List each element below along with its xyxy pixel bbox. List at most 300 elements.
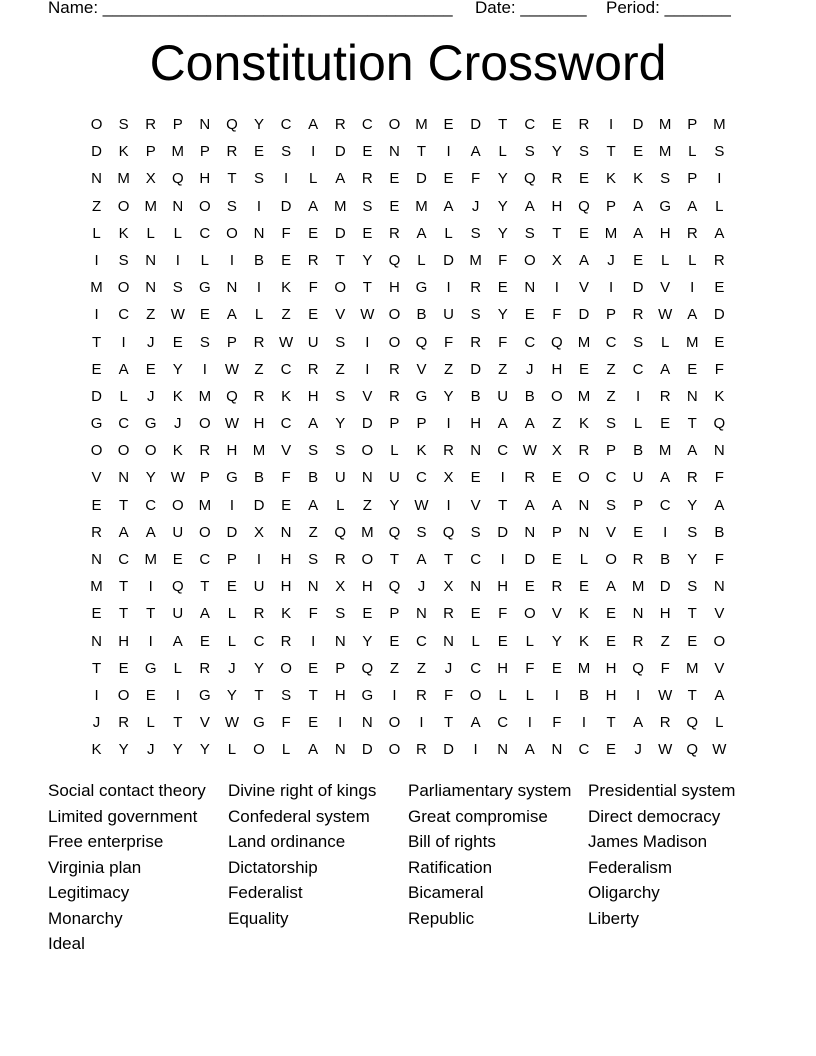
grid-letter[interactable]: D (91, 387, 102, 405)
grid-letter[interactable]: G (361, 686, 374, 704)
grid-letter[interactable]: D (632, 116, 644, 133)
grid-letter[interactable]: O (280, 659, 292, 677)
grid-letter[interactable]: I (256, 279, 262, 297)
grid-letter[interactable]: W (712, 741, 727, 759)
grid-letter[interactable]: P (416, 415, 427, 433)
grid-letter[interactable]: O (199, 523, 211, 541)
grid-letter[interactable]: I (148, 578, 153, 596)
grid-letter[interactable]: M (469, 251, 482, 269)
grid-letter[interactable]: S (416, 523, 427, 541)
grid-letter[interactable]: G (415, 279, 428, 297)
grid-letter[interactable]: E (606, 632, 617, 650)
grid-letter[interactable]: P (606, 442, 617, 460)
grid-letter[interactable]: E (308, 659, 319, 677)
grid-letter[interactable]: B (416, 306, 427, 324)
grid-letter[interactable]: V (199, 714, 210, 732)
grid-letter[interactable]: R (118, 714, 130, 732)
grid-letter[interactable]: S (199, 333, 210, 351)
grid-letter[interactable]: M (415, 116, 428, 133)
grid-letter[interactable]: T (552, 224, 562, 242)
grid-letter[interactable]: E (91, 496, 102, 514)
grid-letter[interactable]: V (578, 279, 589, 297)
grid-letter[interactable]: O (388, 714, 401, 732)
name-field[interactable]: Name: _____________________________________ (48, 0, 453, 17)
grid-letter[interactable]: T (119, 578, 129, 596)
grid-letter[interactable]: L (471, 632, 480, 650)
grid-letter[interactable]: I (717, 170, 722, 188)
grid-letter[interactable]: E (497, 279, 508, 297)
grid-letter[interactable]: K (281, 279, 292, 297)
grid-letter[interactable]: O (144, 442, 157, 460)
grid-letter[interactable]: E (687, 632, 698, 650)
grid-letter[interactable]: H (497, 659, 509, 677)
grid-letter[interactable]: T (227, 170, 237, 188)
grid-letter[interactable]: G (226, 469, 238, 487)
grid-letter[interactable]: C (361, 116, 373, 133)
grid-letter[interactable]: E (254, 143, 265, 161)
grid-letter[interactable]: E (633, 251, 644, 269)
grid-letter[interactable]: L (498, 143, 507, 161)
grid-letter[interactable]: Z (281, 306, 291, 324)
grid-letter[interactable]: O (361, 442, 374, 460)
grid-letter[interactable]: J (146, 387, 155, 405)
grid-letter[interactable]: S (281, 686, 292, 704)
grid-letter[interactable]: C (416, 469, 427, 487)
grid-letter[interactable]: C (659, 496, 671, 514)
grid-letter[interactable]: O (171, 496, 184, 514)
grid-letter[interactable]: F (660, 659, 670, 677)
grid-letter[interactable]: E (687, 360, 698, 378)
grid-letter[interactable]: I (446, 143, 451, 161)
grid-letter[interactable]: I (608, 116, 614, 133)
grid-letter[interactable]: D (361, 741, 373, 759)
grid-letter[interactable]: Z (498, 360, 508, 378)
grid-letter[interactable]: R (334, 116, 346, 133)
grid-letter[interactable]: I (311, 632, 316, 650)
grid-letter[interactable]: D (659, 578, 671, 596)
grid-letter[interactable]: C (118, 415, 130, 433)
grid-letter[interactable]: R (551, 170, 563, 188)
grid-letter[interactable]: N (388, 143, 400, 161)
grid-letter[interactable]: I (121, 333, 126, 351)
grid-letter[interactable]: O (226, 224, 238, 242)
grid-letter[interactable]: Q (388, 578, 401, 596)
grid-letter[interactable]: F (281, 469, 291, 487)
grid-letter[interactable]: R (91, 523, 102, 541)
grid-letter[interactable]: M (631, 578, 645, 596)
grid-letter[interactable]: A (308, 197, 319, 215)
grid-letter[interactable]: S (660, 170, 671, 188)
grid-letter[interactable]: J (526, 360, 534, 378)
grid-letter[interactable]: B (633, 442, 644, 460)
grid-letter[interactable]: K (172, 442, 183, 460)
grid-letter[interactable]: E (524, 306, 535, 324)
grid-letter[interactable]: L (525, 686, 534, 704)
grid-letter[interactable]: Q (388, 251, 401, 269)
grid-letter[interactable]: O (117, 279, 130, 297)
grid-letter[interactable]: B (254, 251, 265, 269)
grid-letter[interactable]: F (498, 605, 508, 623)
grid-letter[interactable]: X (443, 578, 454, 596)
grid-letter[interactable]: N (145, 279, 157, 297)
grid-letter[interactable]: M (333, 197, 347, 215)
grid-letter[interactable]: G (415, 387, 428, 405)
grid-letter[interactable]: L (579, 551, 589, 568)
grid-letter[interactable]: C (605, 333, 617, 351)
grid-letter[interactable]: O (578, 469, 590, 487)
grid-letter[interactable]: A (443, 197, 454, 215)
grid-letter[interactable]: I (256, 197, 262, 215)
grid-letter[interactable]: L (146, 224, 155, 242)
grid-letter[interactable]: N (686, 387, 698, 405)
grid-letter[interactable]: A (172, 632, 183, 650)
grid-letter[interactable]: R (659, 714, 671, 732)
grid-letter[interactable]: E (578, 360, 589, 378)
grid-letter[interactable]: N (307, 578, 319, 596)
grid-letter[interactable]: A (308, 496, 319, 514)
grid-letter[interactable]: Q (415, 333, 428, 351)
grid-letter[interactable]: A (470, 143, 481, 161)
grid-letter[interactable]: I (663, 523, 668, 541)
grid-letter[interactable]: F (552, 714, 562, 732)
grid-letter[interactable]: E (470, 605, 481, 623)
grid-letter[interactable]: H (307, 387, 319, 405)
grid-letter[interactable]: Q (226, 387, 238, 405)
grid-letter[interactable]: J (471, 197, 480, 215)
grid-letter[interactable]: M (658, 143, 672, 161)
grid-letter[interactable]: K (606, 170, 617, 188)
grid-letter[interactable]: C (524, 116, 536, 133)
grid-letter[interactable]: D (578, 306, 590, 324)
grid-letter[interactable]: Q (578, 197, 590, 215)
grid-letter[interactable]: P (606, 197, 617, 215)
grid-letter[interactable]: N (118, 469, 130, 487)
grid-letter[interactable]: L (336, 496, 345, 514)
grid-letter[interactable]: O (199, 197, 211, 215)
grid-letter[interactable]: I (175, 686, 180, 704)
grid-letter[interactable]: R (361, 170, 373, 188)
grid-letter[interactable]: Y (389, 496, 400, 514)
grid-letter[interactable]: L (92, 224, 101, 242)
grid-letter[interactable]: Y (497, 306, 508, 324)
grid-letter[interactable]: U (497, 387, 509, 405)
grid-letter[interactable]: I (365, 333, 370, 351)
grid-letter[interactable]: S (687, 578, 698, 596)
grid-letter[interactable]: I (554, 279, 559, 297)
grid-letter[interactable]: E (660, 415, 671, 433)
grid-letter[interactable]: A (308, 116, 319, 133)
grid-letter[interactable]: W (658, 741, 673, 759)
grid-letter[interactable]: E (524, 578, 535, 596)
grid-letter[interactable]: G (199, 686, 211, 704)
grid-letter[interactable]: J (634, 741, 642, 759)
grid-letter[interactable]: A (551, 496, 562, 514)
grid-letter[interactable]: Z (335, 360, 345, 378)
grid-letter[interactable]: E (362, 143, 373, 161)
grid-letter[interactable]: A (226, 306, 237, 324)
grid-letter[interactable]: L (498, 686, 507, 704)
grid-letter[interactable]: N (443, 632, 454, 650)
grid-letter[interactable]: C (632, 360, 644, 378)
grid-letter[interactable]: F (498, 251, 508, 269)
grid-letter[interactable]: S (362, 197, 373, 215)
grid-letter[interactable]: N (361, 469, 373, 487)
grid-letter[interactable]: E (389, 632, 400, 650)
grid-letter[interactable]: N (334, 632, 346, 650)
grid-letter[interactable]: Q (361, 659, 374, 677)
grid-letter[interactable]: E (281, 251, 292, 269)
grid-letter[interactable]: K (578, 605, 589, 623)
grid-letter[interactable]: K (578, 632, 589, 650)
grid-letter[interactable]: G (253, 714, 265, 732)
grid-letter[interactable]: R (524, 469, 536, 487)
grid-letter[interactable]: R (226, 143, 238, 161)
grid-letter[interactable]: Z (660, 632, 670, 650)
grid-letter[interactable]: P (226, 333, 237, 351)
grid-letter[interactable]: E (443, 116, 454, 133)
grid-letter[interactable]: I (636, 387, 641, 405)
grid-letter[interactable]: W (414, 496, 429, 514)
grid-letter[interactable]: W (170, 306, 185, 324)
grid-letter[interactable]: E (308, 714, 319, 732)
grid-letter[interactable]: L (281, 741, 291, 759)
grid-letter[interactable]: K (91, 741, 102, 759)
grid-letter[interactable]: Y (687, 496, 698, 514)
grid-letter[interactable]: F (714, 469, 724, 487)
grid-letter[interactable]: K (578, 415, 589, 433)
grid-letter[interactable]: S (470, 523, 481, 541)
grid-letter[interactable]: E (362, 224, 373, 242)
grid-letter[interactable]: A (470, 714, 481, 732)
grid-letter[interactable]: T (335, 251, 345, 269)
grid-letter[interactable]: I (202, 360, 207, 378)
grid-letter[interactable]: P (687, 116, 698, 133)
grid-letter[interactable]: V (335, 306, 346, 324)
grid-letter[interactable]: R (253, 387, 265, 405)
grid-letter[interactable]: E (145, 360, 156, 378)
grid-letter[interactable]: P (606, 306, 617, 324)
grid-letter[interactable]: R (632, 306, 644, 324)
grid-letter[interactable]: Y (497, 197, 508, 215)
grid-letter[interactable]: T (119, 605, 129, 623)
grid-letter[interactable]: H (551, 197, 563, 215)
grid-letter[interactable]: O (713, 632, 726, 650)
grid-letter[interactable]: V (470, 496, 481, 514)
grid-letter[interactable]: I (175, 251, 180, 269)
grid-letter[interactable]: D (416, 170, 427, 188)
grid-letter[interactable]: F (443, 333, 454, 351)
grid-letter[interactable]: O (551, 387, 563, 405)
grid-letter[interactable]: C (578, 741, 590, 759)
grid-letter[interactable]: Q (523, 170, 536, 188)
grid-letter[interactable]: I (365, 360, 370, 378)
grid-letter[interactable]: S (578, 143, 589, 161)
grid-letter[interactable]: D (334, 143, 346, 161)
grid-letter[interactable]: Q (632, 659, 644, 677)
grid-letter[interactable]: E (551, 116, 562, 133)
grid-letter[interactable]: C (199, 224, 211, 242)
grid-letter[interactable]: G (90, 415, 103, 433)
grid-letter[interactable]: P (172, 116, 183, 133)
grid-letter[interactable]: D (334, 224, 346, 242)
grid-letter[interactable]: R (145, 116, 157, 133)
grid-letter[interactable]: H (497, 578, 509, 596)
grid-letter[interactable]: A (687, 306, 698, 324)
grid-letter[interactable]: D (443, 741, 454, 759)
grid-letter[interactable]: J (146, 741, 155, 759)
grid-letter[interactable]: E (91, 360, 102, 378)
grid-letter[interactable]: Y (497, 224, 508, 242)
grid-letter[interactable]: P (199, 469, 210, 487)
grid-letter[interactable]: E (578, 170, 589, 188)
grid-letter[interactable]: F (281, 224, 291, 242)
grid-letter[interactable]: N (172, 197, 184, 215)
grid-letter[interactable]: L (146, 714, 155, 732)
grid-letter[interactable]: L (661, 251, 670, 269)
grid-letter[interactable]: D (226, 523, 238, 541)
grid-letter[interactable]: C (470, 659, 482, 677)
grid-letter[interactable]: C (470, 551, 482, 568)
grid-letter[interactable]: C (280, 360, 292, 378)
grid-letter[interactable]: N (334, 741, 346, 759)
grid-letter[interactable]: R (578, 442, 590, 460)
grid-letter[interactable]: M (415, 197, 428, 215)
grid-letter[interactable]: C (253, 632, 265, 650)
grid-letter[interactable]: Z (308, 523, 318, 541)
grid-letter[interactable]: N (91, 551, 102, 568)
grid-letter[interactable]: M (252, 442, 266, 460)
grid-letter[interactable]: F (281, 714, 291, 732)
grid-letter[interactable]: K (416, 442, 427, 460)
grid-letter[interactable]: Y (172, 741, 183, 759)
grid-letter[interactable]: S (335, 387, 346, 405)
grid-letter[interactable]: T (146, 605, 156, 623)
grid-letter[interactable]: F (308, 605, 318, 623)
grid-letter[interactable]: X (335, 578, 346, 596)
grid-letter[interactable]: O (388, 306, 401, 324)
period-field[interactable]: Period: _______ (606, 0, 731, 17)
grid-letter[interactable]: Y (362, 251, 373, 269)
grid-letter[interactable]: E (633, 523, 644, 541)
grid-letter[interactable]: L (417, 251, 426, 269)
grid-letter[interactable]: N (199, 116, 211, 133)
grid-letter[interactable]: E (714, 279, 725, 297)
grid-letter[interactable]: Z (91, 197, 102, 215)
grid-letter[interactable]: E (145, 686, 156, 704)
grid-letter[interactable]: W (170, 469, 185, 487)
grid-letter[interactable]: K (281, 387, 292, 405)
grid-letter[interactable]: S (335, 442, 346, 460)
grid-letter[interactable]: D (361, 415, 373, 433)
grid-letter[interactable]: T (254, 686, 264, 704)
grid-letter[interactable]: C (497, 714, 509, 732)
grid-letter[interactable]: I (148, 632, 153, 650)
grid-letter[interactable]: M (577, 659, 591, 677)
grid-letter[interactable]: K (633, 170, 644, 188)
grid-letter[interactable]: I (284, 170, 289, 188)
grid-letter[interactable]: R (443, 442, 454, 460)
grid-letter[interactable]: I (581, 714, 587, 732)
grid-letter[interactable]: R (253, 333, 265, 351)
grid-letter[interactable]: T (498, 116, 508, 133)
grid-letter[interactable]: S (172, 279, 183, 297)
grid-letter[interactable]: O (388, 333, 401, 351)
grid-letter[interactable]: W (360, 306, 375, 324)
grid-letter[interactable]: M (604, 224, 618, 242)
grid-letter[interactable]: Z (362, 496, 372, 514)
grid-letter[interactable]: T (173, 714, 183, 732)
grid-letter[interactable]: A (687, 197, 698, 215)
grid-letter[interactable]: L (715, 197, 724, 215)
grid-letter[interactable]: E (308, 306, 319, 324)
grid-letter[interactable]: Q (388, 523, 401, 541)
grid-letter[interactable]: H (199, 170, 211, 188)
grid-letter[interactable]: A (524, 415, 535, 433)
grid-letter[interactable]: S (524, 143, 535, 161)
grid-letter[interactable]: A (633, 714, 644, 732)
grid-letter[interactable]: M (90, 279, 103, 297)
grid-letter[interactable]: L (308, 170, 318, 188)
grid-letter[interactable]: Q (334, 523, 347, 541)
grid-letter[interactable]: R (686, 224, 698, 242)
grid-letter[interactable]: Z (606, 387, 616, 405)
grid-letter[interactable]: S (308, 551, 319, 568)
grid-letter[interactable]: E (578, 224, 589, 242)
grid-letter[interactable]: G (144, 659, 157, 677)
grid-letter[interactable]: A (633, 224, 644, 242)
grid-letter[interactable]: F (443, 686, 454, 704)
grid-letter[interactable]: T (119, 496, 129, 514)
grid-letter[interactable]: I (446, 279, 451, 297)
grid-letter[interactable]: I (608, 279, 614, 297)
grid-letter[interactable]: N (551, 741, 563, 759)
grid-letter[interactable]: A (118, 360, 129, 378)
grid-letter[interactable]: E (389, 197, 400, 215)
grid-letter[interactable]: E (118, 659, 129, 677)
grid-letter[interactable]: I (636, 686, 641, 704)
grid-letter[interactable]: S (335, 333, 346, 351)
grid-letter[interactable]: E (551, 659, 562, 677)
grid-letter[interactable]: C (280, 116, 292, 133)
grid-letter[interactable]: L (227, 632, 237, 650)
grid-letter[interactable]: S (254, 170, 265, 188)
grid-letter[interactable]: H (388, 279, 400, 297)
grid-letter[interactable]: U (388, 469, 400, 487)
grid-letter[interactable]: N (280, 523, 292, 541)
grid-letter[interactable]: E (633, 143, 644, 161)
grid-letter[interactable]: M (144, 551, 157, 568)
grid-letter[interactable]: O (605, 551, 617, 568)
grid-letter[interactable]: M (198, 387, 212, 405)
grid-letter[interactable]: J (146, 333, 155, 351)
grid-letter[interactable]: R (199, 659, 211, 677)
grid-letter[interactable]: V (362, 387, 373, 405)
grid-letter[interactable]: F (525, 659, 535, 677)
grid-letter[interactable]: J (92, 714, 101, 732)
grid-letter[interactable]: D (470, 360, 482, 378)
grid-letter[interactable]: I (392, 686, 397, 704)
grid-letter[interactable]: C (524, 333, 536, 351)
grid-letter[interactable]: A (524, 741, 535, 759)
grid-letter[interactable]: Z (606, 360, 616, 378)
grid-letter[interactable]: R (551, 578, 563, 596)
grid-letter[interactable]: E (172, 551, 183, 568)
grid-letter[interactable]: A (660, 469, 671, 487)
grid-letter[interactable]: I (338, 714, 343, 732)
grid-letter[interactable]: S (714, 143, 725, 161)
grid-letter[interactable]: E (199, 306, 210, 324)
grid-letter[interactable]: I (311, 143, 316, 161)
